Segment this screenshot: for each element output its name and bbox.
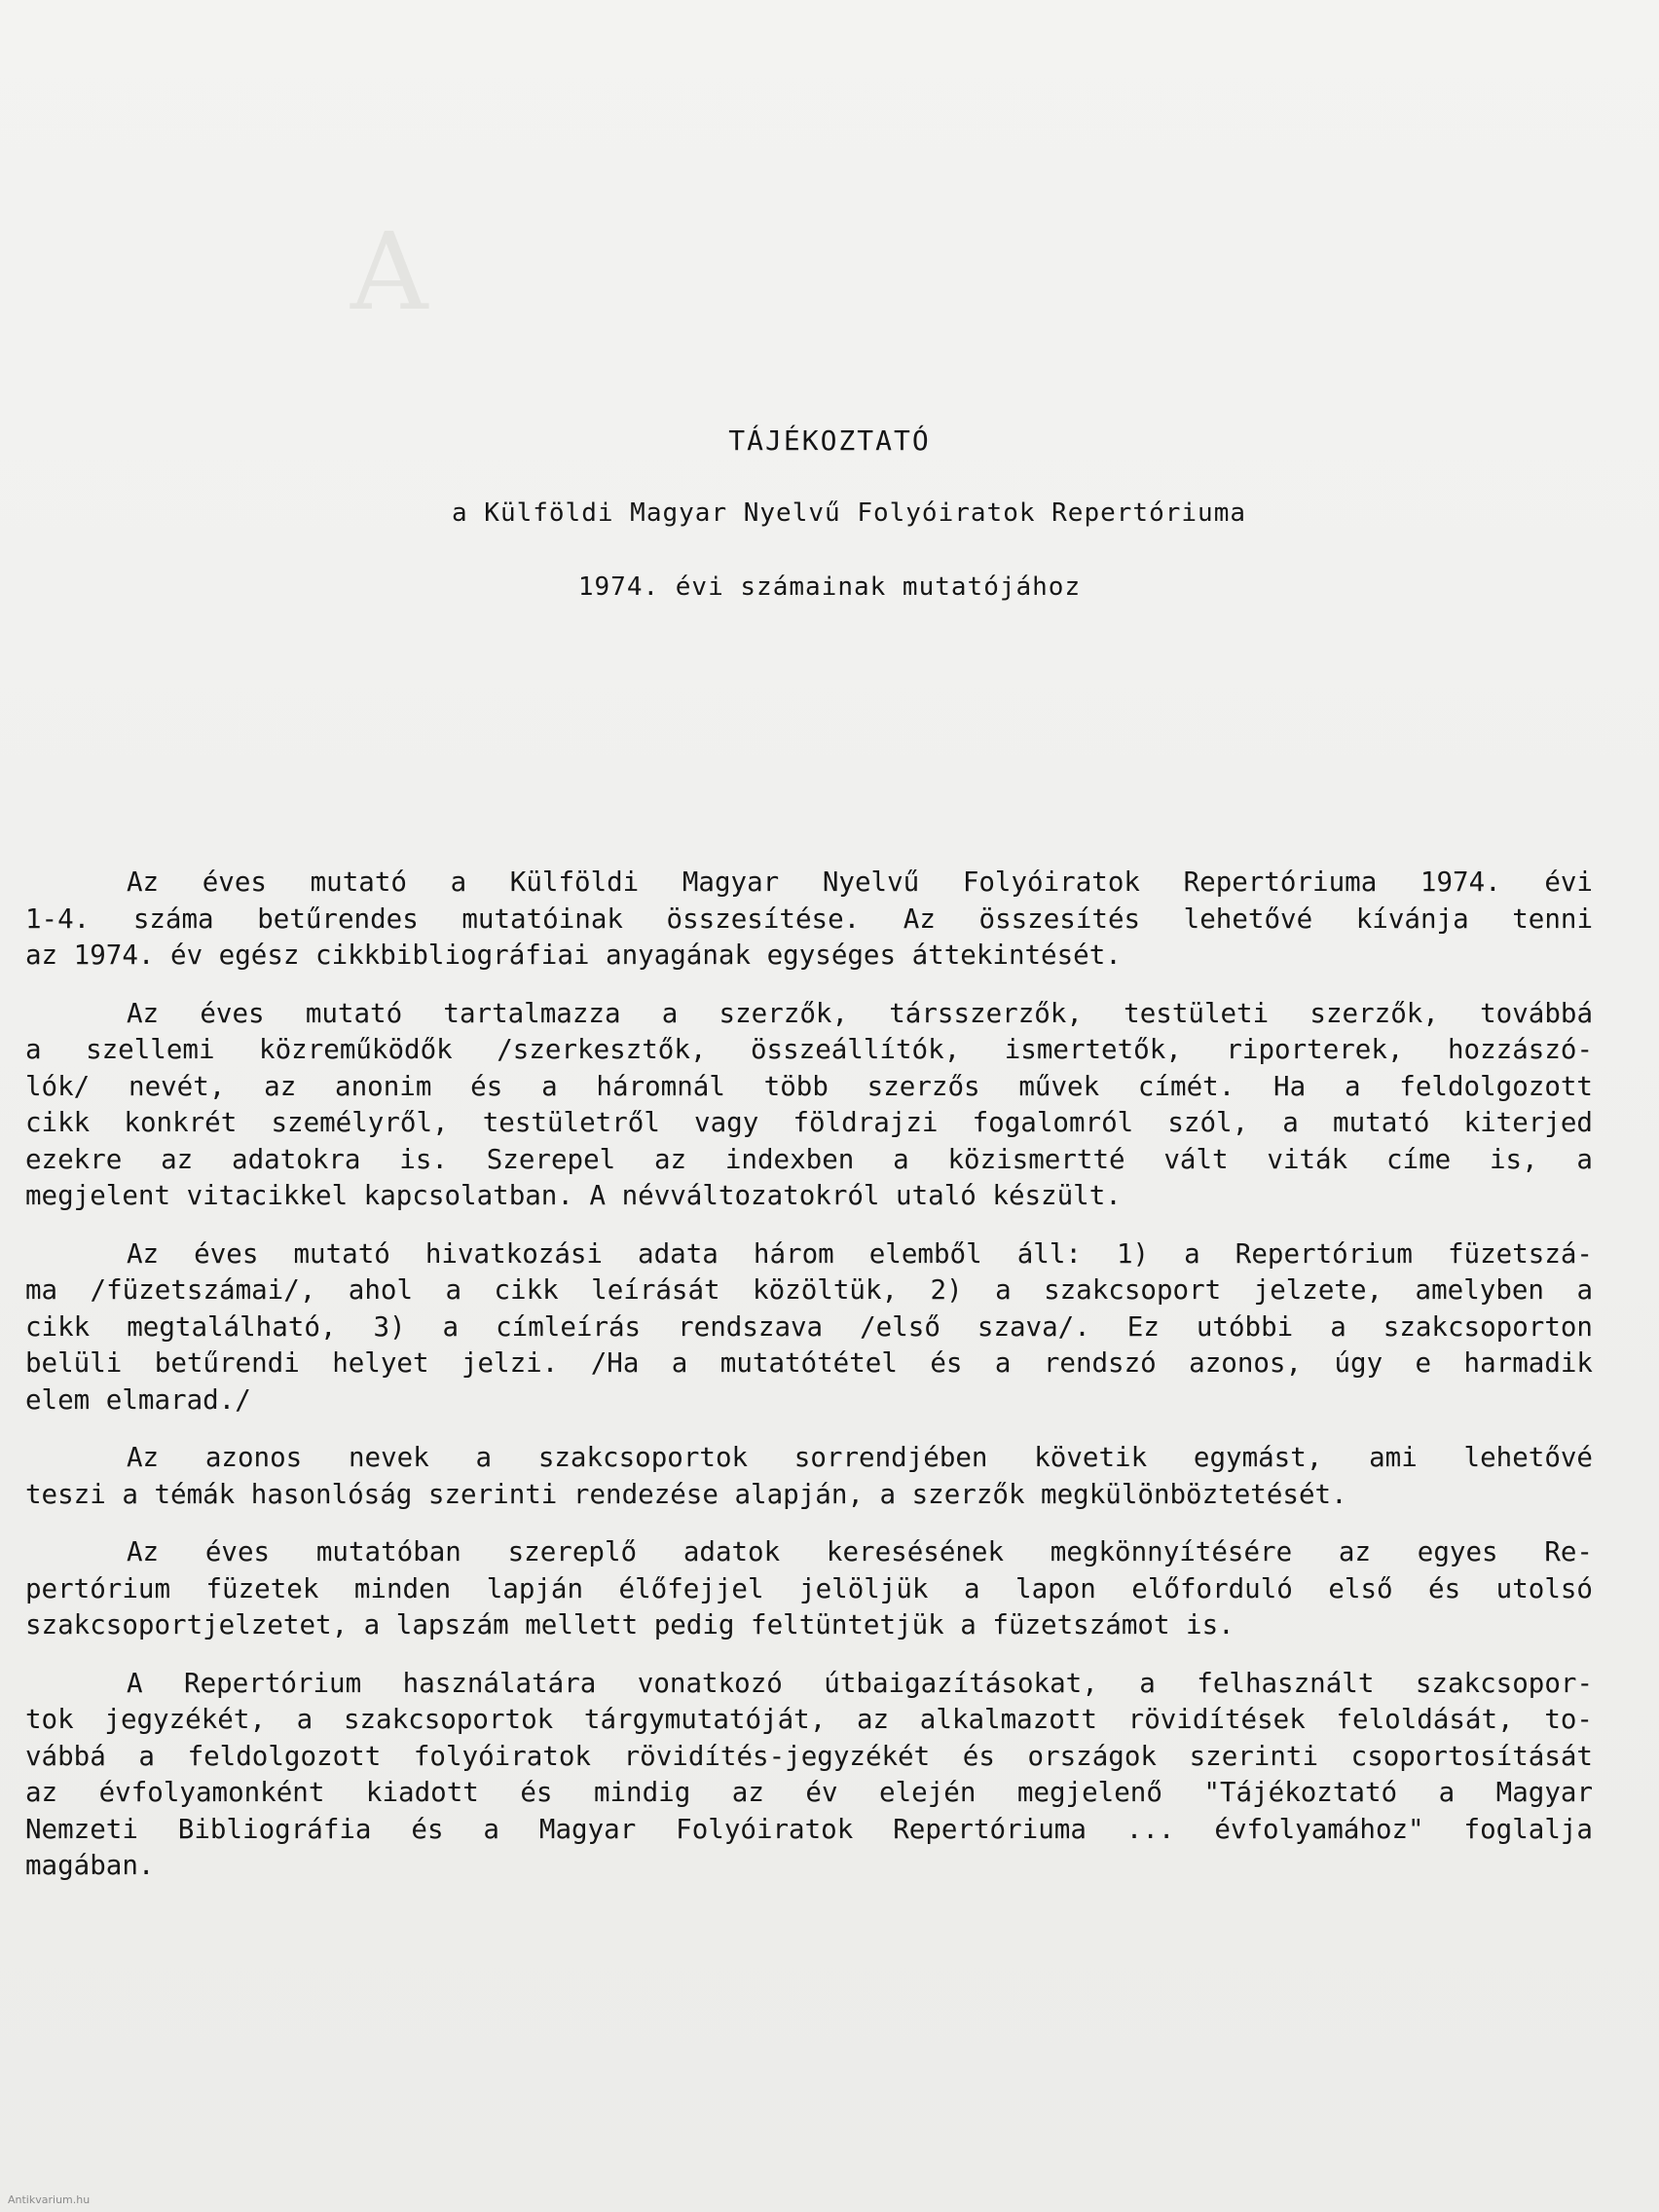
- paragraph-2: [25, 996, 1593, 1215]
- text-line: az évfolyamonként kiadott és mindig az év elején megjelenő "Tájékoztató a Magyar: [25, 1777, 1593, 1808]
- text-line: belüli betűrendi helyet jelzi. /Ha a mutatótétel és a rendszó azonos, úgy e harmadik: [25, 1347, 1593, 1379]
- text-line: Nemzeti Bibliográfia és a Magyar Folyóiratok Repertóriuma ... évfolyamához" foglalja: [25, 1813, 1593, 1845]
- text-line: az 1974. év egész cikkbibliográfiai anyagának egységes áttekintését.: [25, 940, 1122, 971]
- text-line: megjelent vitacikkel kapcsolatban. A névváltozatokról utaló készült.: [25, 1180, 1122, 1211]
- text-line: Az éves mutatóban szereplő adatok keresésének megkönnyítésére az egyes Re-: [127, 1536, 1593, 1567]
- text-line: magában.: [25, 1850, 155, 1881]
- page-subtitle-line2: 1974. évi számainak mutatójához: [577, 572, 1082, 602]
- text-line: elem elmarad./: [25, 1383, 251, 1416]
- text-line: vábbá a feldolgozott folyóiratok rövidítés-jegyzékét és országok szerinti csoportosítását: [25, 1740, 1593, 1772]
- text-line: teszi a témák hasonlóság szerinti rendezése alapján, a szerzők megkülönböztetését.: [25, 1478, 1347, 1510]
- text-line: Az azonos nevek a szakcsoportok sorrendjében követik egymást, ami lehetővé: [127, 1442, 1593, 1473]
- text-line: a szellemi közreműködők /szerkesztők, összeállítók, ismertetők, riporterek, hozzászó-: [25, 1034, 1593, 1065]
- text-line: Az éves mutató hivatkozási adata három elemből áll: 1) a Repertórium füzetszá-: [127, 1237, 1593, 1270]
- text-line: tok jegyzékét, a szakcsoportok tárgymutatóját, az alkalmazott rövidítések feloldását, to-: [25, 1704, 1593, 1735]
- paragraph-6: [25, 1666, 1593, 1885]
- text-line: ezekre az adatokra is. Szerepel az indexben a közismertté vált viták címe is, a: [25, 1143, 1593, 1175]
- text-line: cikk konkrét személyről, testületről vagy földrajzi fogalomról szól, a mutató kiterjed: [25, 1107, 1593, 1138]
- text-line: 1-4. száma betűrendes mutatóinak összesítése. Az összesítés lehetővé kívánja tenni: [25, 903, 1593, 935]
- text-line: pertórium füzetek minden lapján élőfejjel jelöljük a lapon előforduló első és utolsó: [25, 1572, 1593, 1604]
- body-text: [25, 865, 1593, 1906]
- text-line: szakcsoportjelzetet, a lapszám mellett pedig feltüntetjük a füzetszámot is.: [25, 1609, 1235, 1641]
- paragraph-4: [25, 1440, 1593, 1513]
- paragraph-5: [25, 1534, 1593, 1644]
- text-line: A Repertórium használatára vonatkozó útbaigazításokat, a felhasznált szakcsopor-: [127, 1667, 1593, 1699]
- paragraph-1: [25, 865, 1593, 975]
- page-subtitle-line1: a Külföldi Magyar Nyelvű Folyóiratok Repertóriuma: [451, 498, 1246, 528]
- text-line: cikk megtalálható, 3) a címleírás rendszava /első szava/. Ez utóbbi a szakcsoporton: [25, 1310, 1593, 1343]
- watermark: Antikvarium.hu: [8, 2194, 91, 2206]
- text-line: ma /füzetszámai/, ahol a cikk leírását közöltük, 2) a szakcsoport jelzete, amelyben a: [25, 1274, 1593, 1306]
- page-title: TÁJÉKOZTATÓ: [728, 424, 931, 457]
- text-line: lók/ nevét, az anonim és a háromnál több szerzős művek címét. Ha a feldolgozott: [25, 1070, 1593, 1102]
- paragraph-3: [25, 1236, 1593, 1419]
- text-line: Az éves mutató a Külföldi Magyar Nyelvű Folyóiratok Repertóriuma 1974. évi: [127, 866, 1593, 898]
- show-through-letter: A: [350, 209, 428, 334]
- text-line: Az éves mutató tartalmazza a szerzők, társszerzők, testületi szerzők, továbbá: [127, 997, 1593, 1029]
